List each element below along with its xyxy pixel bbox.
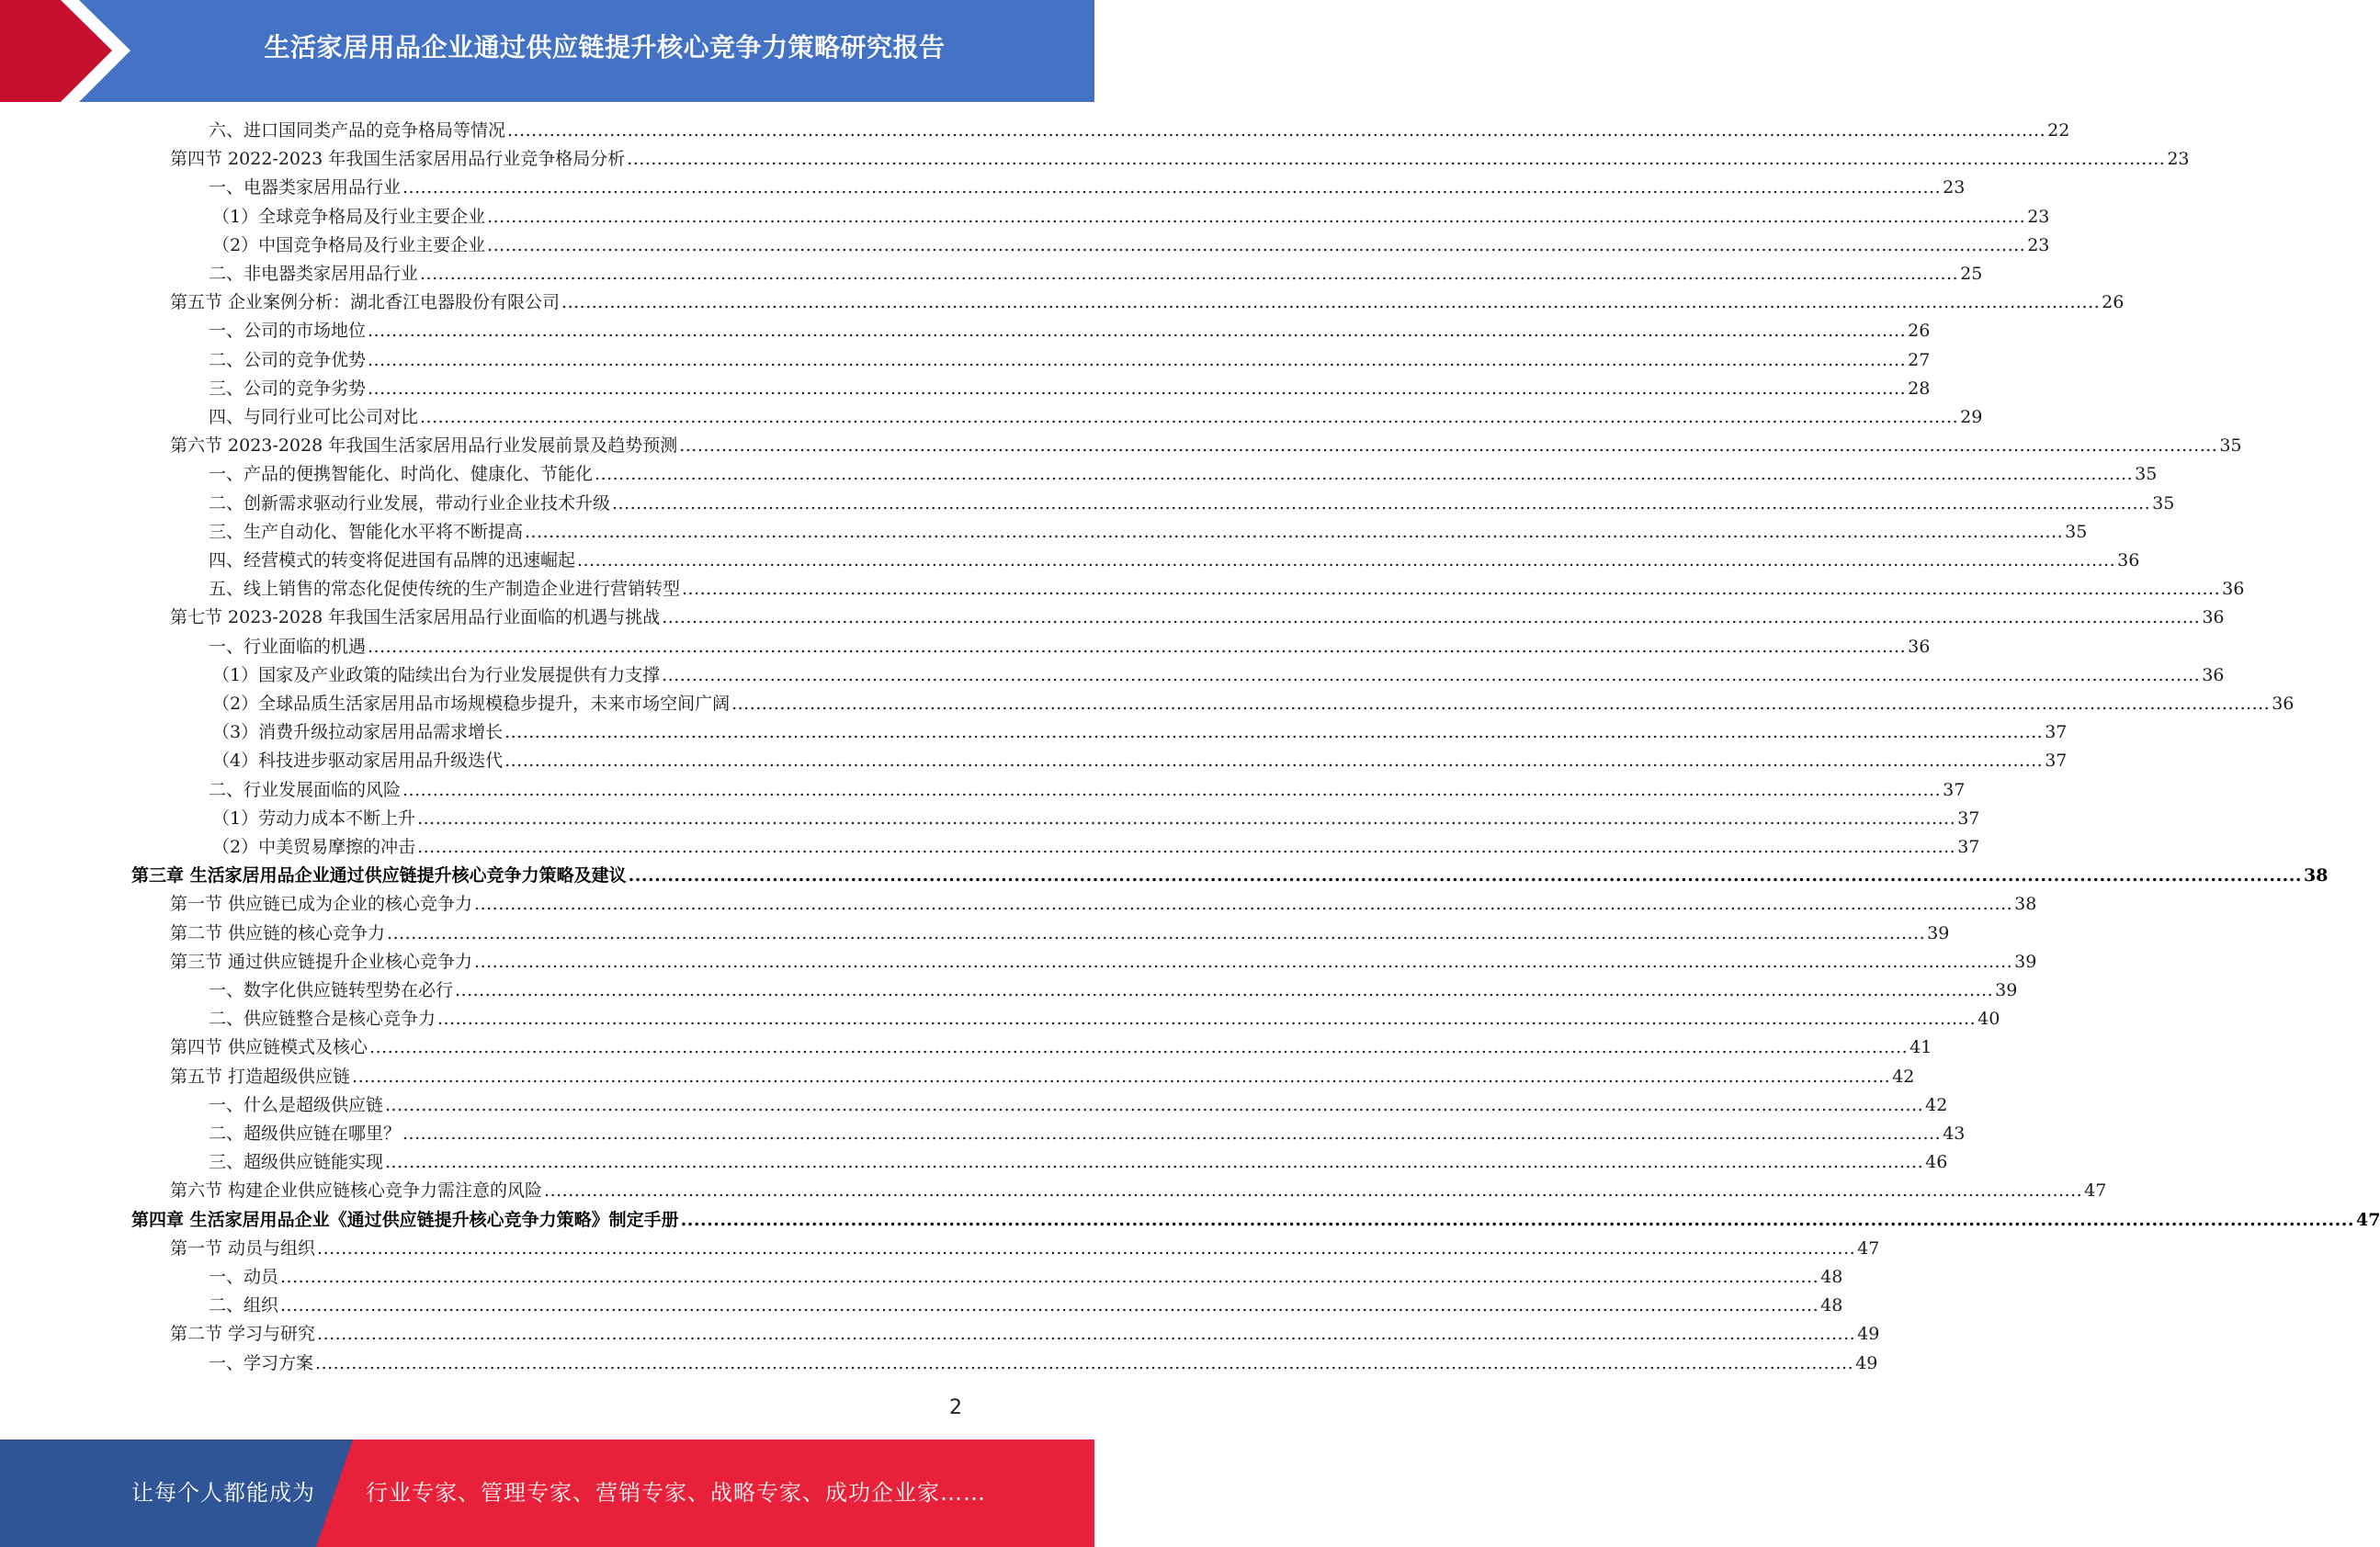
toc-dot-leader: [385, 1148, 1923, 1177]
toc-entry-title: 四、经营模式的转变将促进国有品牌的迅速崛起: [209, 550, 576, 570]
toc-dot-leader: [662, 661, 2200, 690]
toc-subsection-entry[interactable]: [212, 747, 2068, 775]
toc-entry-title: 第二节 供应链的核心竞争力: [170, 922, 386, 943]
toc-chapter-entry[interactable]: [131, 1206, 2380, 1235]
toc-dot-leader: [577, 547, 2115, 575]
toc-dot-leader: [369, 1033, 1908, 1062]
toc-entry-page: 23: [2027, 234, 2050, 255]
toc-dot-leader: [315, 1349, 1853, 1378]
toc-entry-title: （1）全球竞争格局及行业主要企业: [212, 206, 486, 227]
toc-dot-leader: [679, 432, 2217, 460]
toc-dot-leader: [387, 920, 1925, 948]
toc-entry-title: 第七节 2023-2028 年我国生活家居用品行业面临的机遇与挑战: [170, 607, 661, 628]
toc-entry-title: 一、电器类家居用品行业: [209, 177, 402, 198]
toc-dot-leader: [544, 1177, 2082, 1205]
toc-entry-page: 43: [1943, 1124, 1966, 1144]
toc-entry-page: 29: [1960, 407, 1983, 427]
toc-dot-leader: [280, 1292, 1819, 1320]
toc-entry-title: 二、创新需求驱动行业发展，带动行业企业技术升级: [209, 492, 611, 514]
toc-entry-page: 40: [1978, 1009, 2000, 1030]
toc-dot-leader: [420, 260, 1958, 288]
toc-entry-title: 二、公司的竞争优势: [209, 349, 367, 370]
toc-subsection-entry[interactable]: [209, 260, 1983, 288]
toc-subsection-entry[interactable]: [209, 633, 1931, 661]
toc-dot-leader: [487, 203, 2025, 231]
toc-entry-title: 第二节 学习与研究: [170, 1324, 316, 1345]
toc-dot-leader: [629, 862, 2302, 890]
toc-subsection-entry[interactable]: [212, 203, 2050, 231]
toc-entry-title: 一、产品的便携智能化、时尚化、健康化、节能化: [209, 464, 594, 485]
toc-subsection-entry[interactable]: [209, 547, 2140, 575]
toc-entry-title: （2）全球品质生活家居用品市场规模稳步提升，未来市场空间广阔: [212, 694, 731, 714]
toc-entry-page: 48: [1820, 1267, 1843, 1287]
toc-dot-leader: [627, 145, 2165, 174]
toc-subsection-entry[interactable]: [212, 661, 2225, 690]
toc-subsection-entry[interactable]: [209, 518, 2088, 547]
toc-section-entry[interactable]: [170, 604, 2225, 632]
toc-entry-title: 第一节 供应链已成为企业的核心竞争力: [170, 894, 473, 915]
page-footer: [0, 1440, 1094, 1547]
toc-entry-title: 第四节 2022-2023 年我国生活家居用品行业竞争格局分析: [170, 149, 626, 170]
toc-dot-leader: [402, 1120, 1941, 1148]
toc-entry-page: 26: [1908, 321, 1931, 342]
toc-entry-page: 49: [1857, 1324, 1880, 1345]
toc-subsection-entry[interactable]: [209, 1148, 1948, 1177]
toc-section-entry[interactable]: [170, 145, 2190, 174]
toc-entry-page: 36: [2202, 607, 2225, 628]
toc-entry-page: 39: [1927, 922, 1950, 943]
report-title: 生活家居用品企业通过供应链提升核心竞争力策略研究报告: [264, 32, 946, 62]
toc-dot-leader: [507, 117, 2046, 145]
toc-dot-leader: [368, 317, 1906, 345]
toc-entry-page: 37: [1957, 837, 1980, 857]
toc-dot-leader: [368, 375, 1906, 403]
toc-entry-title: 一、动员: [209, 1267, 279, 1287]
toc-entry-title: （4）科技进步驱动家居用品升级迭代: [212, 751, 504, 772]
toc-subsection-entry[interactable]: [209, 117, 2070, 145]
toc-dot-leader: [525, 518, 2063, 547]
toc-entry-title: 二、行业发展面临的风险: [209, 779, 402, 800]
toc-section-entry[interactable]: [170, 288, 2125, 317]
toc-dot-leader: [402, 776, 1941, 805]
toc-entry-page: 48: [1820, 1295, 1843, 1316]
toc-entry-page: 36: [2202, 664, 2225, 685]
toc-entry-title: （3）消费升级拉动家居用品需求增长: [212, 722, 504, 743]
toc-entry-title: 四、与同行业可比公司对比: [209, 407, 419, 427]
toc-dot-leader: [437, 1005, 1976, 1033]
toc-entry-page: 36: [2117, 550, 2140, 570]
toc-entry-title: （2）中美贸易摩擦的冲击: [212, 837, 416, 857]
toc-entry-page: 39: [1995, 980, 2018, 1000]
toc-dot-leader: [368, 633, 1906, 661]
toc-entry-title: 第六节 2023-2028 年我国生活家居用品行业发展前景及趋势预测: [170, 435, 678, 457]
toc-entry-page: 49: [1855, 1352, 1878, 1373]
toc-subsection-entry[interactable]: [209, 1292, 1843, 1320]
toc-entry-page: 46: [1925, 1152, 1948, 1173]
toc-entry-title: 第四章 生活家居用品企业《通过供应链提升核心竞争力策略》制定手册: [131, 1209, 679, 1230]
toc-entry-page: 36: [2272, 694, 2295, 714]
toc-entry-title: 二、组织: [209, 1295, 279, 1316]
toc-entry-page: 47: [1857, 1237, 1880, 1259]
toc-dot-leader: [455, 977, 1993, 1005]
toc-section-entry[interactable]: [170, 1033, 1932, 1062]
toc-entry-title: 二、供应链整合是核心竞争力: [209, 1009, 436, 1030]
toc-entry-page: 22: [2047, 120, 2070, 141]
toc-section-entry[interactable]: [170, 920, 1950, 948]
toc-entry-title: （1）劳动力成本不断上升: [212, 807, 416, 829]
toc-chapter-entry[interactable]: [131, 862, 2329, 890]
toc-subsection-entry[interactable]: [212, 231, 2050, 260]
toc-entry-page: 26: [2102, 292, 2125, 313]
toc-entry-page: 47: [2356, 1209, 2380, 1230]
toc-entry-page: 47: [2084, 1180, 2107, 1202]
toc-entry-page: 37: [1943, 779, 1966, 800]
toc-entry-title: 第五节 打造超级供应链: [170, 1066, 351, 1087]
toc-entry-title: 六、进口国同类产品的竞争格局等情况: [209, 120, 506, 141]
toc-section-entry[interactable]: [170, 1235, 1880, 1263]
toc-subsection-entry[interactable]: [212, 718, 2068, 747]
toc-entry-title: 二、非电器类家居用品行业: [209, 264, 419, 284]
page-header: [0, 0, 1094, 102]
toc-subsection-entry[interactable]: [209, 776, 1966, 805]
toc-entry-page: 35: [2152, 492, 2175, 514]
toc-entry-page: 36: [1908, 636, 1931, 657]
toc-subsection-entry[interactable]: [209, 575, 2245, 604]
toc-section-entry[interactable]: [170, 1063, 1915, 1091]
toc-dot-leader: [317, 1235, 1855, 1263]
toc-entry-title: （2）中国竞争格局及行业主要企业: [212, 234, 486, 255]
footer-slogan-right: 行业专家、管理专家、营销专家、战略专家、成功企业家……: [366, 1480, 986, 1506]
toc-entry-title: 三、超级供应链能实现: [209, 1152, 384, 1173]
toc-entry-page: 27: [1908, 349, 1931, 370]
toc-subsection-entry[interactable]: [209, 174, 1966, 202]
toc-subsection-entry[interactable]: [209, 1349, 1878, 1378]
toc-subsection-entry[interactable]: [209, 403, 1983, 432]
toc-section-entry[interactable]: [170, 1320, 1880, 1349]
toc-entry-page: 23: [2027, 206, 2050, 227]
toc-entry-title: 二、超级供应链在哪里？: [209, 1124, 402, 1144]
toc-dot-leader: [474, 948, 2012, 977]
toc-subsection-entry[interactable]: [212, 805, 1980, 833]
toc-entry-title: 第五节 企业案例分析：湖北香江电器股份有限公司: [170, 292, 561, 313]
toc-entry-title: 一、行业面临的机遇: [209, 636, 367, 657]
toc-entry-title: 第一节 动员与组织: [170, 1237, 316, 1259]
toc-entry-title: 一、数字化供应链转型势在必行: [209, 980, 454, 1000]
toc-dot-leader: [612, 490, 2150, 518]
toc-dot-leader: [368, 346, 1906, 375]
toc-dot-leader: [504, 747, 2043, 775]
toc-section-entry[interactable]: [170, 432, 2242, 460]
toc-subsection-entry[interactable]: [209, 1091, 1948, 1120]
toc-subsection-entry[interactable]: [212, 833, 1980, 862]
toc-dot-leader: [402, 174, 1941, 202]
toc-entry-title: 一、公司的市场地位: [209, 321, 367, 342]
toc-entry-page: 38: [2304, 865, 2329, 886]
toc-entry-page: 37: [1957, 807, 1980, 829]
toc-section-entry[interactable]: [170, 948, 2037, 977]
toc-entry-page: 42: [1892, 1066, 1915, 1087]
toc-dot-leader: [417, 805, 1955, 833]
toc-dot-leader: [474, 890, 2012, 919]
toc-dot-leader: [682, 575, 2220, 604]
arrow-chevron-icon: [0, 0, 156, 102]
toc-entry-title: 第三节 通过供应链提升企业核心竞争力: [170, 951, 473, 972]
footer-slogan-left: 让每个人都能成为: [131, 1480, 315, 1506]
toc-entry-page: 23: [1943, 177, 1966, 198]
toc-dot-leader: [504, 718, 2043, 747]
toc-entry-title: 第六节 构建企业供应链核心竞争力需注意的风险: [170, 1180, 543, 1202]
toc-entry-page: 39: [2014, 951, 2037, 972]
toc-entry-page: 35: [2135, 464, 2158, 485]
toc-section-entry[interactable]: [170, 1177, 2107, 1205]
toc-entry-title: 三、生产自动化、智能化水平将不断提高: [209, 521, 524, 542]
toc-entry-page: 25: [1960, 264, 1983, 284]
toc-dot-leader: [681, 1206, 2354, 1235]
toc-subsection-entry[interactable]: [209, 460, 2158, 489]
toc-entry-page: 28: [1908, 378, 1931, 399]
toc-subsection-entry[interactable]: [209, 1120, 1966, 1148]
toc-dot-leader: [662, 604, 2200, 632]
toc-dot-leader: [420, 403, 1958, 432]
toc-entry-title: 第四节 供应链模式及核心: [170, 1037, 368, 1058]
toc-subsection-entry[interactable]: [209, 1005, 2000, 1033]
toc-entry-title: 五、线上销售的常态化促使传统的生产制造企业进行营销转型: [209, 579, 681, 600]
toc-dot-leader: [595, 460, 2133, 489]
toc-entry-title: 三、公司的竞争劣势: [209, 378, 367, 399]
toc-entry-page: 36: [2222, 579, 2245, 600]
toc-subsection-entry[interactable]: [209, 317, 1931, 345]
toc-entry-page: 42: [1925, 1094, 1948, 1115]
toc-entry-page: 35: [2219, 435, 2242, 457]
toc-dot-leader: [417, 833, 1955, 862]
toc-entry-title: 一、什么是超级供应链: [209, 1094, 384, 1115]
toc-subsection-entry[interactable]: [209, 1263, 1843, 1292]
toc-entry-page: 38: [2014, 894, 2037, 915]
toc-entry-page: 37: [2045, 751, 2068, 772]
toc-dot-leader: [731, 690, 2270, 718]
toc-subsection-entry[interactable]: [212, 690, 2295, 718]
toc-entry-page: 35: [2065, 521, 2088, 542]
toc-entry-page: 23: [2167, 149, 2190, 170]
toc-dot-leader: [280, 1263, 1819, 1292]
toc-subsection-entry[interactable]: [209, 977, 2018, 1005]
toc-entry-title: 第三章 生活家居用品企业通过供应链提升核心竞争力策略及建议: [131, 865, 627, 886]
toc-subsection-entry[interactable]: [209, 346, 1931, 375]
page-number: 2: [949, 1396, 962, 1419]
toc-dot-leader: [352, 1063, 1890, 1091]
toc-dot-leader: [385, 1091, 1923, 1120]
toc-entry-title: （1）国家及产业政策的陆续出台为行业发展提供有力支撑: [212, 664, 661, 685]
toc-dot-leader: [561, 288, 2100, 317]
toc-subsection-entry[interactable]: [209, 490, 2175, 518]
toc-entry-title: 一、学习方案: [209, 1352, 314, 1373]
toc-dot-leader: [317, 1320, 1855, 1349]
toc-section-entry[interactable]: [170, 890, 2037, 919]
toc-entry-page: 41: [1910, 1037, 1932, 1058]
toc-entry-page: 37: [2045, 722, 2068, 743]
toc-subsection-entry[interactable]: [209, 375, 1931, 403]
toc-dot-leader: [487, 231, 2025, 260]
